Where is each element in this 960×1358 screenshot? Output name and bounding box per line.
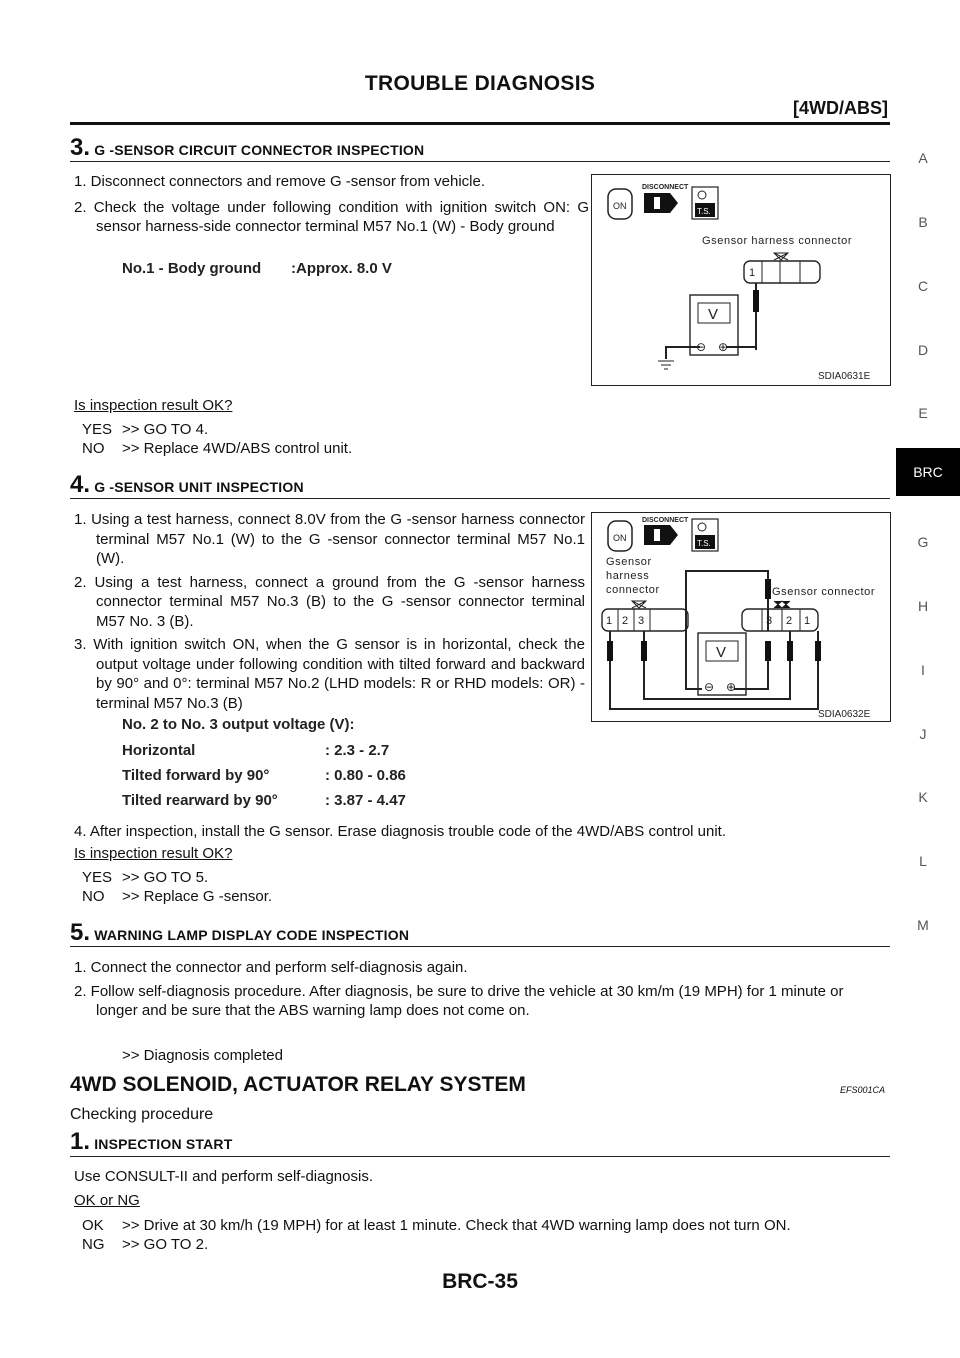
- step1-rule: [70, 1156, 890, 1157]
- step-number: 1.: [70, 1128, 91, 1155]
- left-connector-label-2: harness: [606, 570, 650, 582]
- pin-label: 1: [749, 267, 756, 279]
- list-item: 2. Using a test harness, connect a ground from the G -sensor harness connector terminal M57 No.3 (B) to the G -sensor connector terminal M57 No. 3 (B).: [74, 573, 585, 630]
- pin-label: 2: [622, 615, 629, 627]
- minus-terminal: ⊖: [704, 680, 715, 694]
- list-item: 2. Follow self-diagnosis procedure. After diagnosis, be sure to drive the vehicle at 30 km/m (19 MPH) for 1 minute or longer and be sure that the ABS warning lamp does not come on.: [74, 982, 844, 1019]
- voltmeter-icon: [698, 633, 746, 695]
- list-item: 1. Connect the connector and perform self-diagnosis again.: [74, 959, 468, 976]
- step3-question: Is inspection result OK?: [74, 397, 233, 414]
- step-title: INSPECTION START: [94, 1136, 233, 1152]
- section-code: EFS001CA: [840, 1085, 886, 1095]
- section-subtitle: Checking procedure: [70, 1106, 214, 1123]
- spec-value: : 3.87 - 4.47: [325, 792, 406, 809]
- sidebar-letter-j: J: [919, 726, 927, 742]
- ts-label: T.S.: [697, 207, 711, 216]
- sidebar-active-section: BRC: [896, 448, 960, 496]
- step1-heading: [70, 1128, 232, 1156]
- step-number: 3.: [70, 134, 91, 161]
- step1-question: OK or NG: [74, 1192, 140, 1209]
- step5-heading: [70, 919, 409, 947]
- on-label: ON: [613, 201, 627, 211]
- figure-sdia0632e: [591, 512, 891, 722]
- section-title: 4WD SOLENOID, ACTUATOR RELAY SYSTEM: [70, 1073, 526, 1096]
- left-connector-label-1: Gsensor: [606, 556, 652, 568]
- meter-label: V: [708, 306, 719, 323]
- step5-items: [74, 958, 889, 1021]
- sidebar-letter-i: I: [921, 662, 925, 678]
- step3-spec-label: No.1 - Body ground: [122, 260, 262, 277]
- sidebar-letter-h: H: [917, 598, 929, 614]
- step3-items: [74, 172, 589, 237]
- answer-key: YES: [82, 421, 113, 438]
- step-number: 4.: [70, 471, 91, 498]
- list-item: 1. Using a test harness, connect 8.0V from the G -sensor harness connector terminal M57 No.1 (W) to the G -sensor connector terminal M57 No.1 (W).: [74, 511, 585, 567]
- pin-label: 1: [804, 615, 811, 627]
- sidebar-letter-g: G: [917, 534, 929, 550]
- connector-icon: [602, 601, 688, 631]
- pin-label: 3: [766, 615, 773, 627]
- answer-key: NO: [82, 888, 105, 905]
- step-title: G -SENSOR UNIT INSPECTION: [94, 479, 304, 495]
- step-number: 5.: [70, 919, 91, 946]
- answer-text: >> Replace G -sensor.: [122, 888, 273, 905]
- answer-text: >> GO TO 2.: [122, 1236, 209, 1253]
- step-title: WARNING LAMP DISPLAY CODE INSPECTION: [94, 927, 410, 943]
- sidebar-letter-d: D: [917, 342, 929, 358]
- connector-icon: [744, 253, 820, 283]
- answer-text: >> Replace 4WD/ABS control unit.: [122, 440, 353, 457]
- step-title: G -SENSOR CIRCUIT CONNECTOR INSPECTION: [94, 142, 425, 158]
- right-connector-label: Gsensor connector: [772, 586, 876, 598]
- plus-terminal: ⊕: [726, 680, 737, 694]
- step3-rule: [70, 161, 890, 162]
- minus-terminal: ⊖: [696, 340, 707, 354]
- connector-label: Gsensor harness connector: [702, 235, 853, 247]
- sidebar-letter-m: M: [917, 917, 929, 933]
- step4-heading: [70, 471, 304, 499]
- pin-label: 1: [606, 615, 613, 627]
- disconnect-label: DISCONNECT: [642, 184, 689, 191]
- page-number: BRC-35: [442, 1270, 518, 1293]
- answer-key: OK: [82, 1217, 104, 1234]
- step4-question: Is inspection result OK?: [74, 845, 233, 862]
- sidebar-letter-b: B: [918, 214, 928, 230]
- figure-code: SDIA0632E: [818, 709, 871, 720]
- page-header-title: TROUBLE DIAGNOSIS: [364, 72, 596, 95]
- test-spec-icon: [692, 519, 718, 551]
- figure-code: SDIA0631E: [818, 371, 871, 382]
- sidebar-letter-l: L: [919, 853, 927, 869]
- step4-items: [74, 510, 585, 713]
- connector-icon: [742, 601, 818, 631]
- plus-terminal: ⊕: [718, 340, 729, 354]
- answer-key: NO: [82, 440, 105, 457]
- step3-answers: [82, 420, 352, 458]
- step3-spec-value: :Approx. 8.0 V: [291, 260, 392, 277]
- disconnect-label: DISCONNECT: [642, 517, 689, 524]
- answer-text: >> Drive at 30 km/h (19 MPH) for at least 1 minute. Check that 4WD warning lamp does not turn ON.: [122, 1217, 791, 1234]
- answer-text: >> GO TO 5.: [122, 869, 209, 886]
- answer-key: YES: [82, 869, 113, 886]
- wiring-diagram: [592, 513, 890, 721]
- step1-answers: [82, 1216, 892, 1254]
- sidebar-letter-a: A: [918, 150, 928, 166]
- list-item: 2. Check the voltage under following condition with ignition switch ON: G sensor harness-side connector terminal M57 No.1 (W) - Body ground: [74, 198, 589, 235]
- list-item: 1. Disconnect connectors and remove G -sensor from vehicle.: [74, 173, 486, 190]
- wiring-diagram: [592, 175, 890, 385]
- sidebar-letter-e: E: [918, 405, 928, 421]
- ts-label: T.S.: [697, 539, 711, 548]
- spec-label: Horizontal: [122, 742, 196, 759]
- test-spec-icon: [692, 187, 718, 219]
- step4-spec-title: No. 2 to No. 3 output voltage (V):: [122, 716, 355, 733]
- step4-answers: [82, 868, 272, 906]
- spec-value: : 0.80 - 0.86: [325, 767, 406, 784]
- figure-sdia0631e: [591, 174, 891, 386]
- page-header-subtitle: [4WD/ABS]: [793, 98, 888, 118]
- on-label: ON: [613, 533, 627, 543]
- step4-item-4: [74, 822, 889, 842]
- list-item: 4. After inspection, install the G sensor. Erase diagnosis trouble code of the 4WD/ABS control unit.: [74, 823, 727, 840]
- list-item: 3. With ignition switch ON, when the G sensor is in horizontal, check the output voltage under following condition with tilted forward and backward by 90° and 0°: terminal M57 No.2 (LHD models: R or RHD models: OR) - terminal M57 No.3 (B): [74, 636, 585, 712]
- sidebar-letter-k: K: [918, 789, 928, 805]
- left-connector-label-3: connector: [606, 584, 660, 596]
- meter-label: V: [716, 644, 727, 661]
- step5-rule: [70, 946, 890, 947]
- step4-rule: [70, 498, 890, 499]
- step3-heading: [70, 134, 424, 162]
- spec-label: Tilted rearward by 90°: [122, 792, 278, 809]
- pin-label: 3: [638, 615, 645, 627]
- header-rule: [70, 122, 890, 125]
- spec-label: Tilted forward by 90°: [122, 767, 270, 784]
- answer-text: >> GO TO 4.: [122, 421, 209, 438]
- answer-key: NG: [82, 1236, 105, 1253]
- sidebar-letter-c: C: [917, 278, 929, 294]
- step5-result: >> Diagnosis completed: [122, 1047, 283, 1064]
- pin-label: 2: [786, 615, 793, 627]
- ground-icon: [658, 361, 674, 369]
- disconnect-icon: [608, 517, 689, 551]
- disconnect-icon: [608, 184, 689, 219]
- spec-value: : 2.3 - 2.7: [325, 742, 390, 759]
- step1-text: Use CONSULT-II and perform self-diagnosis.: [74, 1168, 373, 1185]
